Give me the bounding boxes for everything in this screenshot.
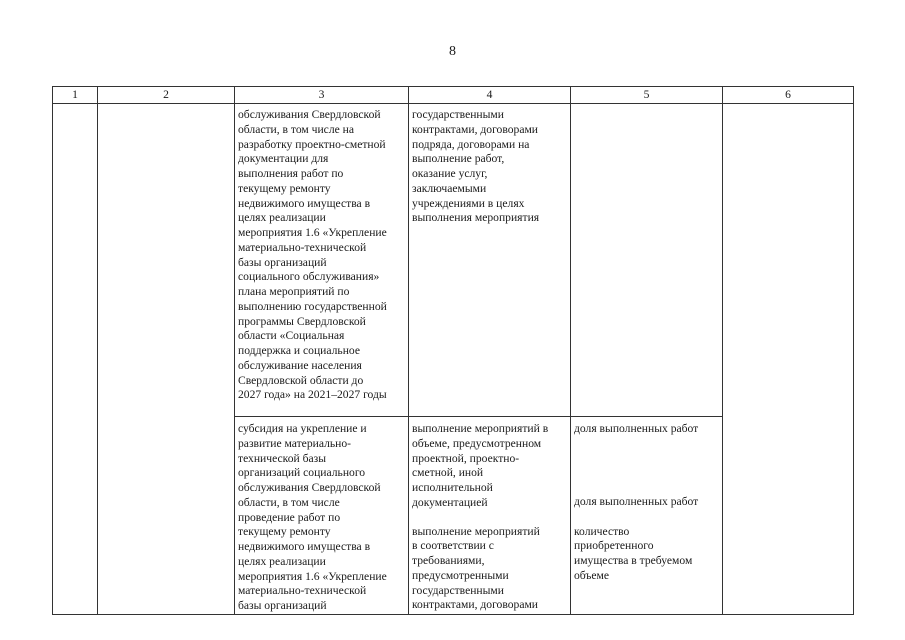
cell-text: доля выполненных работ bbox=[574, 494, 699, 508]
cell-col2 bbox=[98, 104, 235, 615]
cell-text: количество приобретенного имущества в требуемом объеме bbox=[574, 524, 693, 582]
cell-col5 bbox=[571, 417, 723, 615]
cell-col4 bbox=[409, 417, 571, 615]
column-header-3: 3 bbox=[235, 87, 409, 104]
spacer bbox=[574, 437, 719, 495]
spacer bbox=[574, 510, 719, 525]
cell-col4 bbox=[409, 104, 571, 417]
column-header-1: 1 bbox=[53, 87, 98, 104]
column-header-5: 5 bbox=[571, 87, 723, 104]
cell-text: субсидия на укрепление и развитие материально- технической базы организаций социального обслуживания Свердловской области, в том числе проведение работ по текущему ремонту недвижимого имущества в целях реализации мероприятия 1.6 «Укрепление материально-технической базы организаций bbox=[238, 422, 387, 612]
cell-col3 bbox=[235, 417, 409, 615]
cell-col1 bbox=[53, 104, 98, 615]
cell-text: выполнение мероприятий в объеме, предусмотренном проектной, проектно- сметной, иной исполнительной документацией bbox=[412, 422, 549, 509]
document-table bbox=[52, 86, 854, 615]
cell-col6 bbox=[723, 104, 854, 615]
cell-text: выполнение мероприятий в соответствии с требованиями, предусмотренными государственными контрактами, договорами bbox=[412, 524, 540, 612]
cell-col3 bbox=[235, 104, 409, 417]
table-header-row bbox=[53, 87, 854, 104]
cell-col5 bbox=[571, 104, 723, 417]
cell-text: обслуживания Свердловской области, в том числе на разработку проектно-сметной документации для выполнения работ по текущему ремонту недвижимого имущества в целях реализации мероприятия 1.6 «Укрепление материально-технической базы организаций социального обслуживания» плана мероприятий по выполнению государственной программы Свердловской области «Социальная поддержка и социальное обслуживание населения Свердловской области до 2027 года» на 2021–2027 годы bbox=[238, 108, 387, 402]
cell-text: государственными контрактами, договорами подряда, договорами на выполнение работ, оказание услуг, заключаемыми учреждениями в целях выполнения мероприятия bbox=[412, 108, 540, 225]
column-header-6: 6 bbox=[723, 87, 854, 104]
table-row bbox=[53, 104, 854, 417]
column-header-4: 4 bbox=[409, 87, 571, 104]
cell-text: доля выполненных работ bbox=[574, 422, 699, 435]
spacer bbox=[412, 511, 567, 525]
page-number: 8 bbox=[449, 44, 456, 59]
column-header-2: 2 bbox=[98, 87, 235, 104]
